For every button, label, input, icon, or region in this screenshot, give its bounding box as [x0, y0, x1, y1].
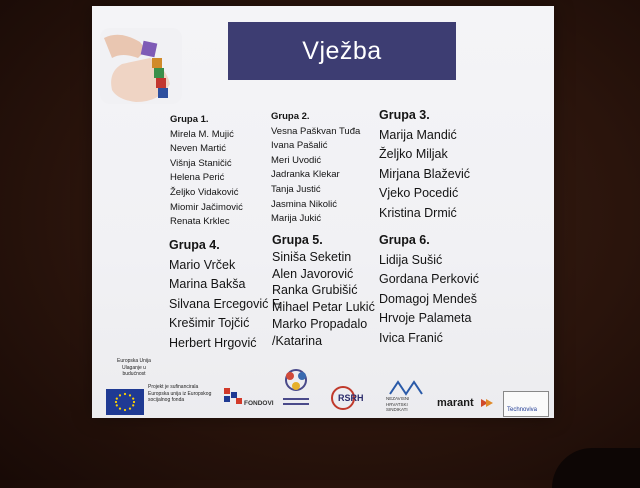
group-5-member: Ranka Grubišić — [272, 283, 358, 298]
flower-logo-icon — [279, 366, 313, 412]
group-1 — [170, 113, 243, 230]
technoviva-logo-text: Technoviva — [507, 407, 538, 413]
eu-flag-icon — [106, 389, 144, 415]
group-2-member: Jasmina Nikolić — [271, 198, 337, 210]
group-4-title: Grupa 4. — [169, 238, 220, 252]
group-4-member: Krešimir Tojčić — [169, 316, 250, 330]
group-3 — [379, 106, 470, 223]
group-4-member: Mario Vrček — [169, 257, 236, 272]
group-1-member: Helena Perić — [170, 172, 225, 184]
group-2-title: Grupa 2. — [271, 111, 310, 122]
group-3-member: Vjeko Pocedić — [379, 186, 459, 200]
group-6 — [379, 231, 479, 348]
slide-title: Vježba — [302, 36, 382, 65]
group-4-member: Marina Bakša — [169, 277, 246, 291]
group-1-title: Grupa 1. — [170, 114, 209, 125]
group-4-member: Herbert Hrgović — [169, 335, 257, 350]
group-5-member: Mihael Petar Lukić — [272, 300, 375, 315]
fondovi-logo-icon — [222, 386, 244, 408]
group-1-member: Renata Krklec — [170, 216, 230, 228]
group-2-member: Meri Uvodić — [271, 154, 322, 166]
group-2-member: Marija Jukić — [271, 213, 322, 225]
eu-caption: Europska Unija Ulaganje u budućnost — [117, 358, 151, 377]
group-3-title: Grupa 3. — [379, 108, 430, 122]
group-6-member: Ivica Franić — [379, 330, 443, 345]
nhs-logo-text: NEZAVISNI HRVATSKI SINDIKATI — [386, 396, 410, 412]
group-5-member: /Katarina — [272, 333, 323, 348]
group-3-member: Kristina Drmić — [379, 205, 457, 220]
group-5-title: Grupa 5. — [272, 233, 323, 247]
marant-logo-text: marant — [437, 397, 474, 409]
project-funding-caption: Projekt je sufinancirala Europska unija iz Europskog socijalnog fonda — [148, 384, 212, 403]
group-2-member: Tanja Justić — [271, 183, 321, 195]
hand-with-cubes-image — [100, 28, 182, 104]
marant-arrow-icon — [480, 397, 494, 409]
group-1-member: Višnja Staničić — [170, 157, 232, 169]
audience-silhouette — [552, 448, 640, 488]
group-2-member: Vesna Paškvan Tuđa — [271, 125, 361, 137]
group-2-member: Jadranka Klekar — [271, 169, 340, 181]
group-5-member: Siniša Seketin — [272, 249, 352, 264]
group-4 — [169, 236, 282, 353]
nhs-logo-icon — [388, 378, 424, 396]
group-1-member: Željko Vidaković — [170, 186, 239, 198]
group-6-member: Domagoj Mendeš — [379, 291, 477, 306]
fondovi-logo-text: FONDOVI — [244, 400, 274, 407]
group-2-member: Ivana Pašalić — [271, 140, 328, 152]
group-2 — [271, 110, 360, 227]
group-1-member: Mirela M. Mujić — [170, 128, 234, 140]
group-3-member: Željko Miljak — [379, 147, 448, 161]
group-5-member: Marko Propadalo — [272, 316, 368, 331]
rsrh-logo-text: RSRH — [338, 393, 364, 403]
group-1-member: Miomir Jačimović — [170, 201, 243, 213]
group-3-member: Mirjana Blažević — [379, 166, 471, 181]
slide-title-box — [228, 22, 456, 80]
group-6-member: Gordana Perković — [379, 272, 480, 286]
group-5-member: Alen Javorović — [272, 266, 354, 281]
technoviva-logo-box — [503, 391, 549, 417]
group-4-member: Silvana Ercegović F. — [169, 296, 282, 311]
group-1-member: Neven Martić — [170, 143, 226, 155]
group-5 — [272, 232, 375, 350]
group-6-member: Lidija Sušić — [379, 252, 443, 267]
group-3-member: Marija Mandić — [379, 127, 457, 142]
group-6-member: Hrvoje Palameta — [379, 311, 472, 325]
group-6-title: Grupa 6. — [379, 233, 430, 247]
